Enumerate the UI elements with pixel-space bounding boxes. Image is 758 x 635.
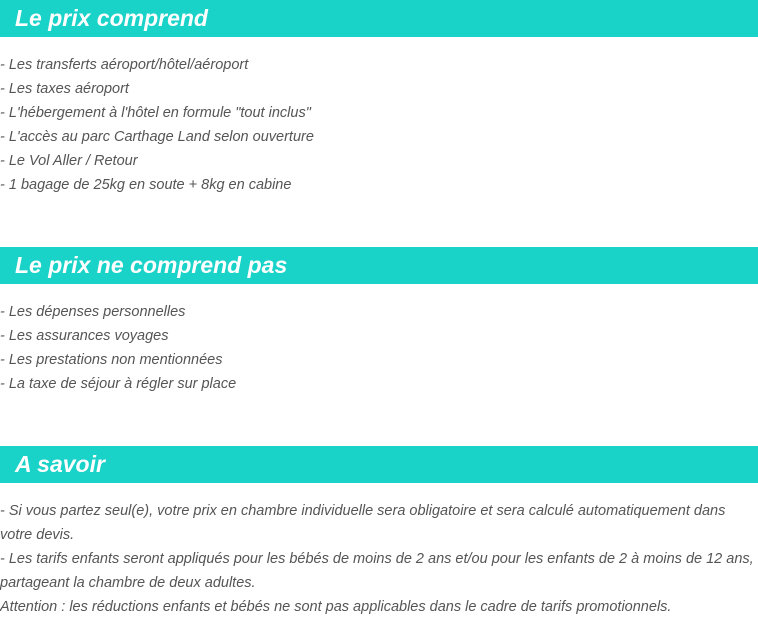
list-item: - Les prestations non mentionnées <box>0 352 223 368</box>
a-savoir-text <box>0 499 756 619</box>
paragraph: Attention : les réductions enfants et bébés ne sont pas applicables dans le cadre de tarifs promotionnels. <box>0 599 672 615</box>
section-header-not-included <box>0 247 758 284</box>
not-included-list <box>0 300 758 396</box>
section-title-not-included: Le prix ne comprend pas <box>15 252 288 278</box>
section-header-included <box>0 0 758 37</box>
included-list <box>0 53 758 197</box>
list-item: - Les taxes aéroport <box>0 81 129 97</box>
section-title-a-savoir: A savoir <box>15 451 105 477</box>
list-item: - L'hébergement à l'hôtel en formule "tout inclus" <box>0 105 311 121</box>
list-item: - Le Vol Aller / Retour <box>0 153 138 169</box>
list-item: - Les assurances voyages <box>0 328 169 344</box>
section-title-included: Le prix comprend <box>15 5 208 31</box>
list-item: - Les transferts aéroport/hôtel/aéroport <box>0 57 249 73</box>
paragraph: - Les tarifs enfants seront appliqués pour les bébés de moins de 2 ans et/ou pour les enfants de 2 à moins de 12 ans, partageant la chambre de deux adultes. <box>0 551 754 591</box>
list-item: - Les dépenses personnelles <box>0 304 186 320</box>
paragraph: - Si vous partez seul(e), votre prix en chambre individuelle sera obligatoire et sera calculé automatiquement dans votre devis. <box>0 503 726 543</box>
list-item: - L'accès au parc Carthage Land selon ouverture <box>0 129 314 145</box>
list-item: - La taxe de séjour à régler sur place <box>0 376 237 392</box>
list-item: - 1 bagage de 25kg en soute + 8kg en cabine <box>0 177 292 193</box>
section-header-a-savoir <box>0 446 758 483</box>
